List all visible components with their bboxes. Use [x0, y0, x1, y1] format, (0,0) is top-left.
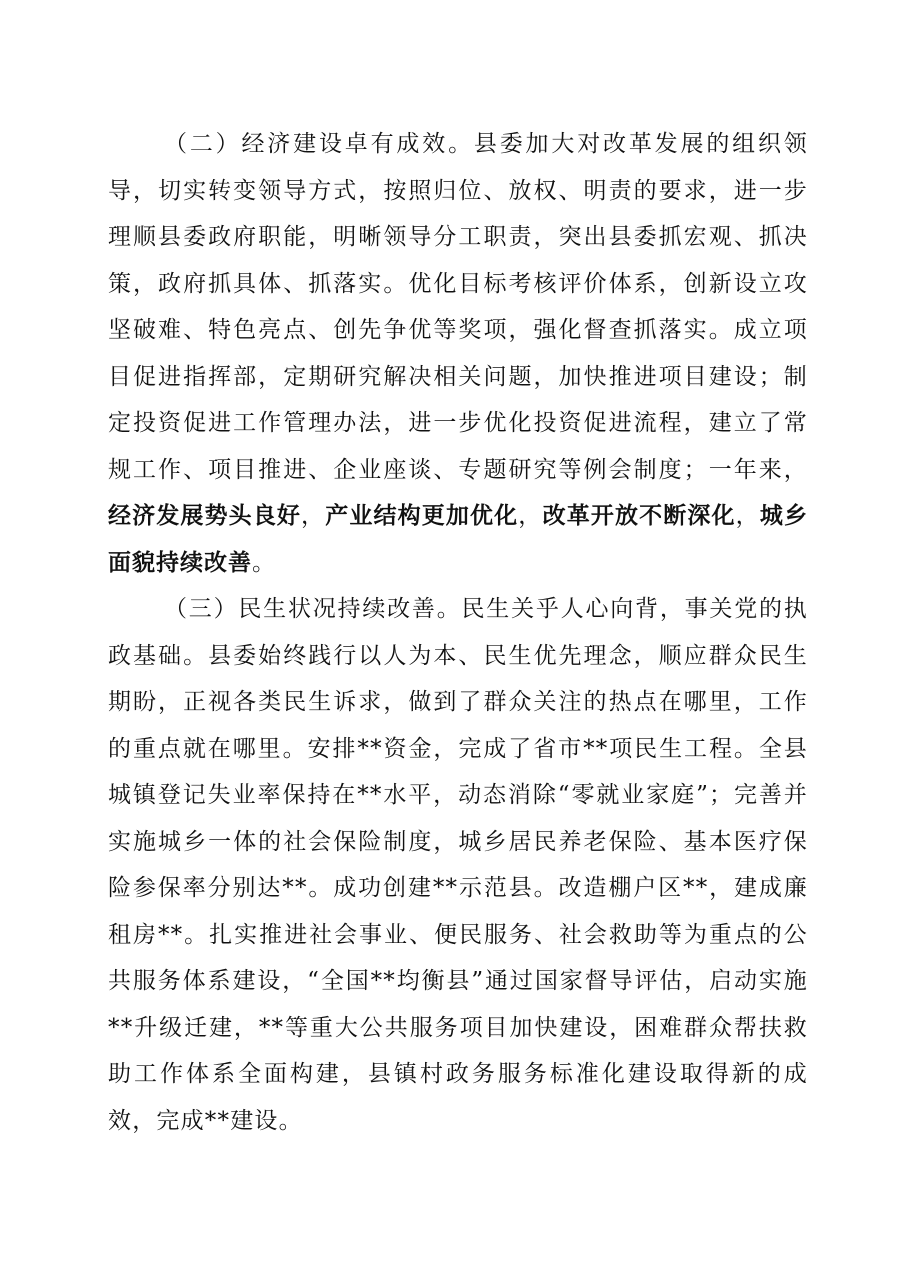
bold-phrase: 经济发展势头良好: [108, 503, 301, 529]
bold-phrase: 改革开放不断深化: [542, 503, 736, 529]
separator: ，: [518, 503, 543, 529]
separator: ，: [300, 503, 326, 529]
paragraph-heading: （三）民生状况持续改善。: [164, 596, 462, 622]
bold-phrase: 城乡面貌持续改善: [108, 503, 809, 576]
paragraph-text: 民生关乎人心向背，事关党的执政基础。县委始终践行以人为本、民生优先理念，顺应群众民生期盼，正视各类民生诉求，做到了群众关注的热点在哪里，工作的重点就在哪里。安排**资金，完成了省市**项民生工程。全县城镇登记失业率保持在**水平，动态消除“零就业家庭”；完善并实施城乡一体的社会保险制度，城乡居民养老保险、基本医疗保险参保率分别达**。成功创建**示范县。改造棚户区**，建成廉租房**。扎实推进社会事业、便民服务、社会救助等为重点的公共服务体系建设，“全国**均衡县”通过国家督导评估，启动实施**升级迁建，**等重大公共服务项目加快建设，困难群众帮扶救助工作体系全面构建，县镇村政务服务标准化建设取得新的成效，完成**建设。: [108, 596, 808, 1134]
paragraph-livelihood: [108, 586, 808, 1144]
paragraph-economic-construction: [108, 121, 808, 586]
paragraph-text: 县委加大对改革发展的组织领导，切实转变领导方式，按照归位、放权、明责的要求，进一步理顺县委政府职能，明晰领导分工职责，突出县委抓宏观、抓决策，政府抓具体、抓落实。优化目标考核评价体系，创新设立攻坚破难、特色亮点、创先争优等奖项，强化督查抓落实。成立项目促进指挥部，定期研究解决相关问题，加快推进项目建设；制定投资促进工作管理办法，进一步优化投资促进流程，建立了常规工作、项目推进、企业座谈、专题研究等例会制度；一年来，: [108, 131, 808, 483]
separator: ，: [735, 503, 760, 529]
paragraph-heading: （二）经济建设卓有成效。: [164, 131, 474, 157]
document-body: [108, 121, 808, 1144]
bold-phrase: 产业结构更加优化: [325, 503, 519, 529]
paragraph-end: 。: [252, 549, 277, 576]
